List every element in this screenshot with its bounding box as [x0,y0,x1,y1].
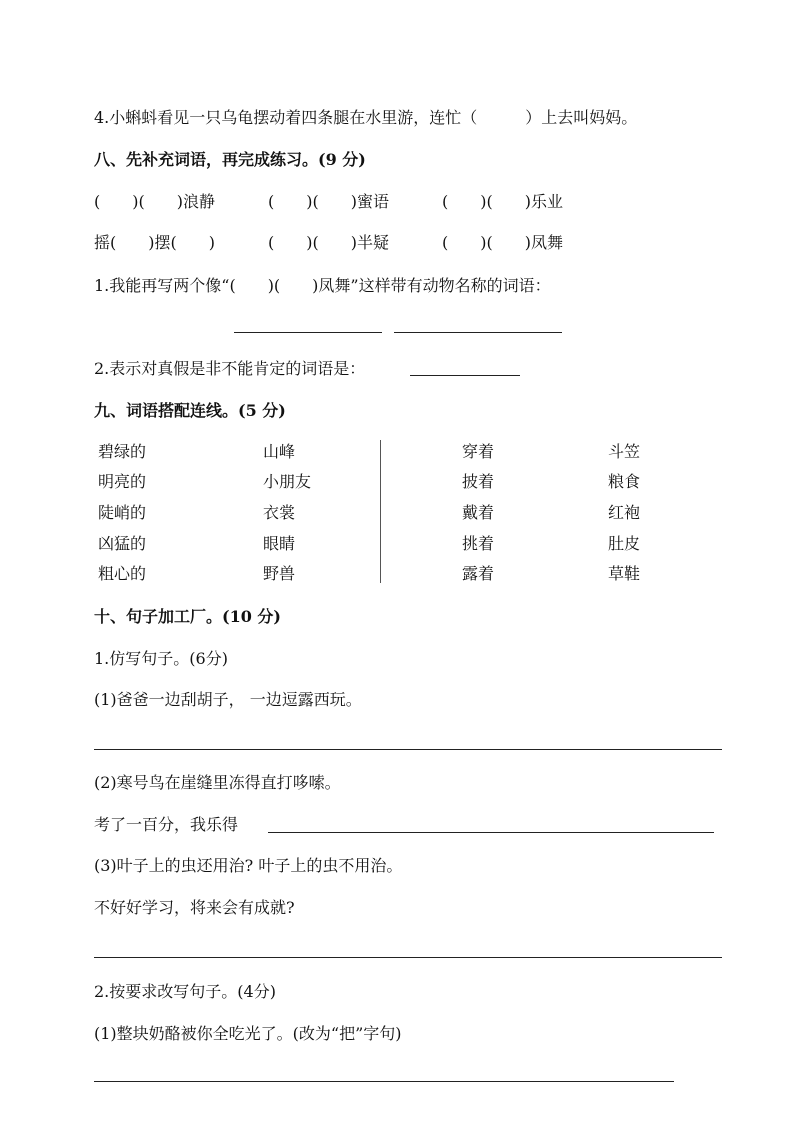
answer-line[interactable] [268,832,714,833]
match-item[interactable]: 山峰 [263,442,296,461]
match-item[interactable]: 挑着 [462,534,495,553]
answer-line[interactable] [410,375,520,376]
idiom-fill-6: ( )( )凤舞 [442,233,563,252]
match-item[interactable]: 粗心的 [98,564,147,583]
answer-line[interactable] [94,1081,674,1082]
match-item[interactable]: 肚皮 [608,534,641,553]
match-item[interactable]: 露着 [462,564,495,583]
idiom-fill-1: ( )( )浪静 [94,192,215,211]
idiom-fill-3: ( )( )乐业 [442,192,563,211]
match-item[interactable]: 明亮的 [98,472,147,491]
section-9-title: 九、词语搭配连线。(5 分) [94,401,286,420]
match-item[interactable]: 小朋友 [263,472,312,491]
match-item[interactable]: 穿着 [462,442,495,461]
match-item[interactable]: 眼睛 [263,534,296,553]
match-item[interactable]: 衣裳 [263,503,296,522]
sentence-2-prompt: 考了一百分，我乐得 [94,815,239,834]
sentence-1: (1)爸爸一边刮胡子， 一边逗露西玩。 [94,690,362,709]
match-item[interactable]: 披着 [462,472,495,491]
answer-line[interactable] [94,957,722,958]
sentence-3: (3)叶子上的虫还用治? 叶子上的虫不用治。 [94,856,403,875]
match-item[interactable]: 戴着 [462,503,495,522]
answer-line[interactable] [94,749,722,750]
match-item[interactable]: 野兽 [263,564,296,583]
question-4-text: 4.小蝌蚪看见一只乌龟摆动着四条腿在水里游，连忙（ ）上去叫妈妈。 [94,108,638,127]
sentence-4: (1)整块奶酪被你全吃光了。(改为“把”字句) [94,1024,402,1043]
idiom-fill-4: 摇( )摆( ) [94,233,215,252]
matching-divider [380,440,381,583]
answer-line[interactable] [394,332,562,333]
match-item[interactable]: 草鞋 [608,564,641,583]
section-10-part1-title: 1.仿写句子。(6分) [94,649,228,668]
section-8-q2: 2.表示对真假是非不能肯定的词语是： [94,359,366,378]
section-8-title: 八、先补充词语，再完成练习。(9 分) [94,150,366,169]
idiom-fill-5: ( )( )半疑 [268,233,389,252]
sentence-2: (2)寒号鸟在崖缝里冻得直打哆嗦。 [94,773,341,792]
match-item[interactable]: 粮食 [608,472,641,491]
section-10-title: 十、句子加工厂。(10 分) [94,607,281,626]
match-item[interactable]: 红袍 [608,503,641,522]
match-item[interactable]: 斗笠 [608,442,641,461]
match-item[interactable]: 凶猛的 [98,534,147,553]
match-item[interactable]: 陡峭的 [98,503,147,522]
match-item[interactable]: 碧绿的 [98,442,147,461]
answer-line[interactable] [234,332,382,333]
section-10-part2-title: 2.按要求改写句子。(4分) [94,982,276,1001]
idiom-fill-2: ( )( )蜜语 [268,192,389,211]
sentence-3-prompt: 不好好学习，将来会有成就? [94,898,295,917]
section-8-q1: 1.我能再写两个像“( )( )凤舞”这样带有动物名称的词语： [94,276,551,295]
